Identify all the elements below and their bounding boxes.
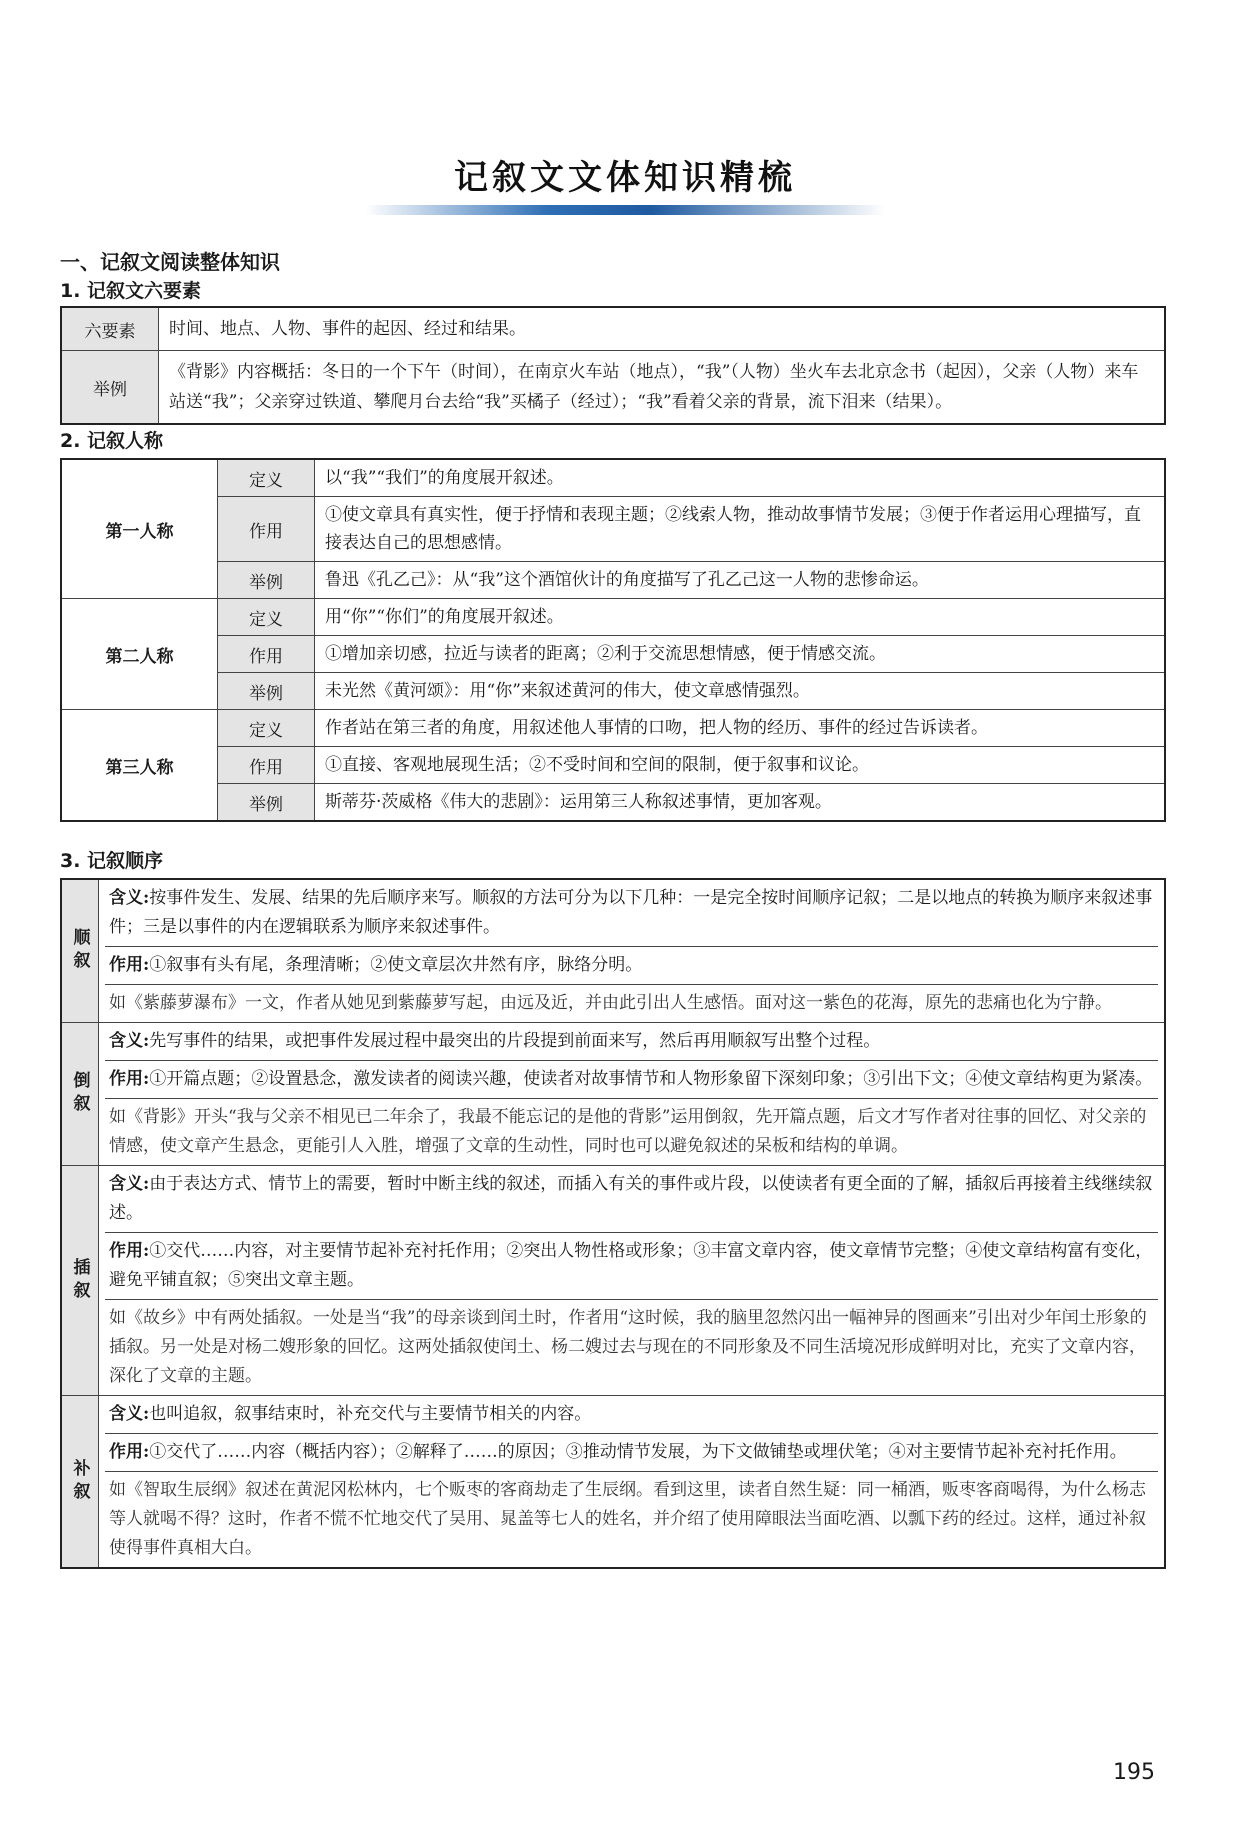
effect-key: 作用:	[109, 955, 150, 975]
group-label: 第二人称	[62, 599, 218, 709]
page-title: 记叙文文体知识精梳	[454, 158, 796, 198]
table-row	[218, 784, 1164, 820]
row-label: 举例	[218, 673, 315, 709]
subsection-heading-1: 1. 记叙文六要素	[60, 280, 202, 302]
row-content: 以“我”“我们”的角度展开叙述。	[325, 468, 564, 488]
meaning-row	[105, 1166, 1158, 1233]
group-label: 第三人称	[62, 710, 218, 820]
row-content: 用“你”“你们”的角度展开叙述。	[325, 607, 564, 627]
effect-row	[105, 947, 1158, 985]
effect-key: 作用:	[109, 1442, 150, 1462]
effect-key: 作用:	[109, 1069, 150, 1089]
page-number: 195	[1113, 1760, 1155, 1785]
effect-row	[105, 1434, 1158, 1472]
order-group	[62, 1023, 1164, 1166]
row-label: 举例	[62, 351, 159, 423]
example-row: 如《智取生辰纲》叙述在黄泥冈松林内，七个贩枣的客商劫走了生辰纲。看到这里，读者自然生疑：同一桶酒，贩枣客商喝得，为什么杨志等人就喝不得？这时，作者不慌不忙地交代了吴用、晁盖等七人的姓名，并介绍了使用障眼法当面吃酒、以瓢下药的经过。这样，通过补叙使得事件真相大白。	[109, 1480, 1146, 1558]
person-group	[62, 599, 1164, 710]
row-label: 举例	[218, 562, 315, 598]
row-label: 定义	[218, 460, 315, 496]
example-row: 如《故乡》中有两处插叙。一处是当“我”的母亲谈到闰土时，作者用“这时候，我的脑里忽然闪出一幅神异的图画来”引出对少年闰土形象的插叙。另一处是对杨二嫂形象的回忆。这两处插叙使闰土、杨二嫂过去与现在的不同形象及不同生活境况形成鲜明对比，充实了文章内容，深化了文章的主题。	[109, 1308, 1147, 1386]
group-label: 倒叙	[62, 1023, 99, 1165]
row-content: 作者站在第三者的角度，用叙述他人事情的口吻，把人物的经历、事件的经过告诉读者。	[325, 718, 988, 738]
table-row	[218, 636, 1164, 673]
meaning-row	[105, 880, 1158, 947]
row-label: 定义	[218, 599, 315, 635]
row-label: 六要素	[62, 308, 159, 350]
order-group	[62, 1396, 1164, 1567]
meaning-key: 含义:	[109, 888, 150, 908]
six-elements-table	[60, 306, 1166, 425]
meaning-text: 按事件发生、发展、结果的先后顺序来写。顺叙的方法可分为以下几种：一是完全按时间顺序记叙；二是以地点的转换为顺序来叙述事件；三是以事件的内在逻辑联系为顺序来叙述事件。	[109, 888, 1153, 937]
row-content: 斯蒂芬·茨威格《伟大的悲剧》：运用第三人称叙述事情，更加客观。	[325, 792, 832, 812]
table-row	[218, 710, 1164, 747]
example-row: 如《紫藤萝瀑布》一文，作者从她见到紫藤萝写起，由远及近，并由此引出人生感悟。面对这一紫色的花海，原先的悲痛也化为宁静。	[109, 993, 1112, 1013]
table-row	[62, 351, 1164, 423]
subsection-heading-3: 3. 记叙顺序	[60, 850, 164, 872]
subsection-heading-2: 2. 记叙人称	[60, 430, 164, 452]
table-row	[218, 599, 1164, 636]
row-label: 举例	[218, 784, 315, 820]
effect-text: ①交代……内容，对主要情节起补充衬托作用；②突出人物性格或形象；③丰富文章内容，使文章情节完整；④使文章结构富有变化，避免平铺直叙；⑤突出文章主题。	[109, 1241, 1153, 1290]
row-content: ①增加亲切感，拉近与读者的距离；②利于交流思想情感，便于情感交流。	[325, 644, 886, 664]
group-label: 插叙	[62, 1166, 99, 1395]
table-row	[218, 673, 1164, 709]
row-label: 作用	[218, 747, 315, 783]
meaning-text: 先写事件的结果，或把事件发展过程中最突出的片段提到前面来写，然后再用顺叙写出整个过程。	[149, 1031, 881, 1051]
row-label: 作用	[218, 497, 315, 561]
effect-text: ①开篇点题；②设置悬念，激发读者的阅读兴趣，使读者对故事情节和人物形象留下深刻印象；③引出下文；④使文章结构更为紧凑。	[149, 1069, 1153, 1089]
order-group	[62, 1166, 1164, 1396]
row-label: 定义	[218, 710, 315, 746]
table-row	[218, 460, 1164, 497]
effect-row	[105, 1233, 1158, 1300]
meaning-row	[105, 1396, 1158, 1434]
order-group	[62, 880, 1164, 1023]
effect-text: ①交代了……内容（概括内容）；②解释了……的原因；③推动情节发展，为下文做铺垫或埋伏笔；④对主要情节起补充衬托作用。	[149, 1442, 1127, 1462]
table-row	[218, 562, 1164, 598]
narrative-person-table	[60, 458, 1166, 822]
row-label: 作用	[218, 636, 315, 672]
meaning-key: 含义:	[109, 1031, 150, 1051]
section-heading: 一、记叙文阅读整体知识	[60, 250, 280, 274]
person-group	[62, 710, 1164, 820]
person-group	[62, 460, 1164, 599]
title-block	[0, 150, 1250, 215]
narrative-order-table	[60, 878, 1166, 1569]
effect-row	[105, 1061, 1158, 1099]
meaning-key: 含义:	[109, 1404, 150, 1424]
effect-text: ①叙事有头有尾，条理清晰；②使文章层次井然有序，脉络分明。	[149, 955, 643, 975]
row-content: 时间、地点、人物、事件的起因、经过和结果。	[169, 319, 526, 339]
row-content: 鲁迅《孔乙己》：从“我”这个酒馆伙计的角度描写了孔乙己这一人物的悲惨命运。	[325, 570, 929, 590]
group-label: 顺叙	[62, 880, 99, 1022]
table-row	[218, 747, 1164, 784]
example-row: 如《背影》开头“我与父亲不相见已二年余了，我最不能忘记的是他的背影”运用倒叙，先开篇点题，后文才写作者对往事的回忆、对父亲的情感，使文章产生悬念，更能引人入胜，增强了文章的生动性，同时也可以避免叙述的呆板和结构的单调。	[109, 1107, 1147, 1156]
meaning-text: 也叫追叙，叙事结束时，补充交代与主要情节相关的内容。	[149, 1404, 592, 1424]
group-label: 第一人称	[62, 460, 218, 598]
row-content: ①使文章具有真实性，便于抒情和表现主题；②线索人物，推动故事情节发展；③便于作者运用心理描写，直接表达自己的思想感情。	[325, 505, 1141, 553]
row-content: ①直接、客观地展现生活；②不受时间和空间的限制，便于叙事和议论。	[325, 755, 869, 775]
meaning-text: 由于表达方式、情节上的需要，暂时中断主线的叙述，而插入有关的事件或片段，以使读者有更全面的了解，插叙后再接着主线继续叙述。	[109, 1174, 1153, 1223]
meaning-key: 含义:	[109, 1174, 150, 1194]
effect-key: 作用:	[109, 1241, 150, 1261]
row-content: 未光然《黄河颂》：用“你”来叙述黄河的伟大，使文章感情强烈。	[325, 681, 810, 701]
table-row	[218, 497, 1164, 562]
group-label: 补叙	[62, 1396, 99, 1567]
row-content: 《背影》内容概括：冬日的一个下午（时间），在南京火车站（地点），“我”（人物）坐火车去北京念书（起因），父亲（人物）来车站送“我”；父亲穿过铁道、攀爬月台去给“我”买橘子（经过）；“我”看着父亲的背景，流下泪来（结果）。	[169, 362, 1139, 412]
meaning-row	[105, 1023, 1158, 1061]
table-row	[62, 308, 1164, 351]
title-underline	[365, 205, 885, 215]
